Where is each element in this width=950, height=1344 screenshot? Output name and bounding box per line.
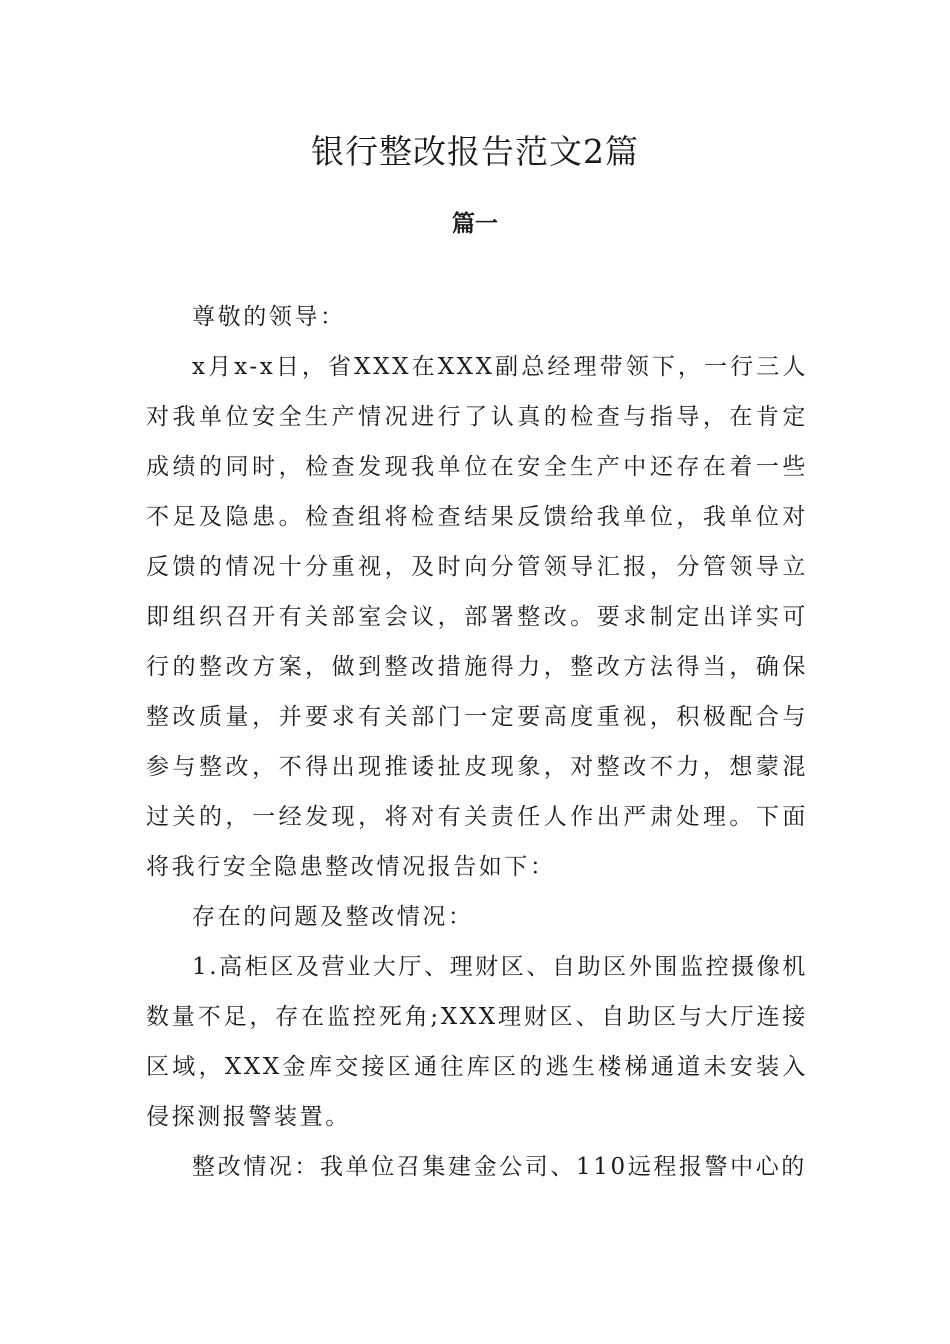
salutation-paragraph: 尊敬的领导： xyxy=(192,304,346,330)
document-body xyxy=(146,292,808,1192)
body-paragraph-intro: x月x-x日，省XXX在XXX副总经理带领下，一行三人对我单位安全生产情况进行了认真的检查与指导，在肯定成绩的同时，检查发现我单位在安全生产中还存在着一些不足及隐患。检查组将检查结果反馈给我单位，我单位对反馈的情况十分重视，及时向分管领导汇报，分管领导立即组织召开有关部室会议，部署整改。要求制定出详实可行的整改方案，做到整改措施得力，整改方法得当，确保整改质量，并要求有关部门一定要高度重视，积极配合与参与整改，不得出现推诿扯皮现象，对整改不力，想蒙混过关的，一经发现，将对有关责任人作出严肃处理。下面将我行安全隐患整改情况报告如下： xyxy=(146,354,808,880)
body-paragraph-rectification: 整改情况：我单位召集建金公司、110远程报警中心的 xyxy=(192,1154,807,1180)
document-title: 银行整改报告范文2篇 xyxy=(311,132,639,171)
body-paragraph-issues-heading: 存在的问题及整改情况： xyxy=(192,904,474,930)
section-heading: 篇一 xyxy=(452,210,498,237)
body-paragraph-issue-1: 1.高柜区及营业大厅、理财区、自助区外围监控摄像机数量不足，存在监控死角;XXX理财区、自助区与大厅连接区域，XXX金库交接区通往库区的逃生楼梯通道未安装入侵探测报警装置。 xyxy=(146,954,808,1130)
